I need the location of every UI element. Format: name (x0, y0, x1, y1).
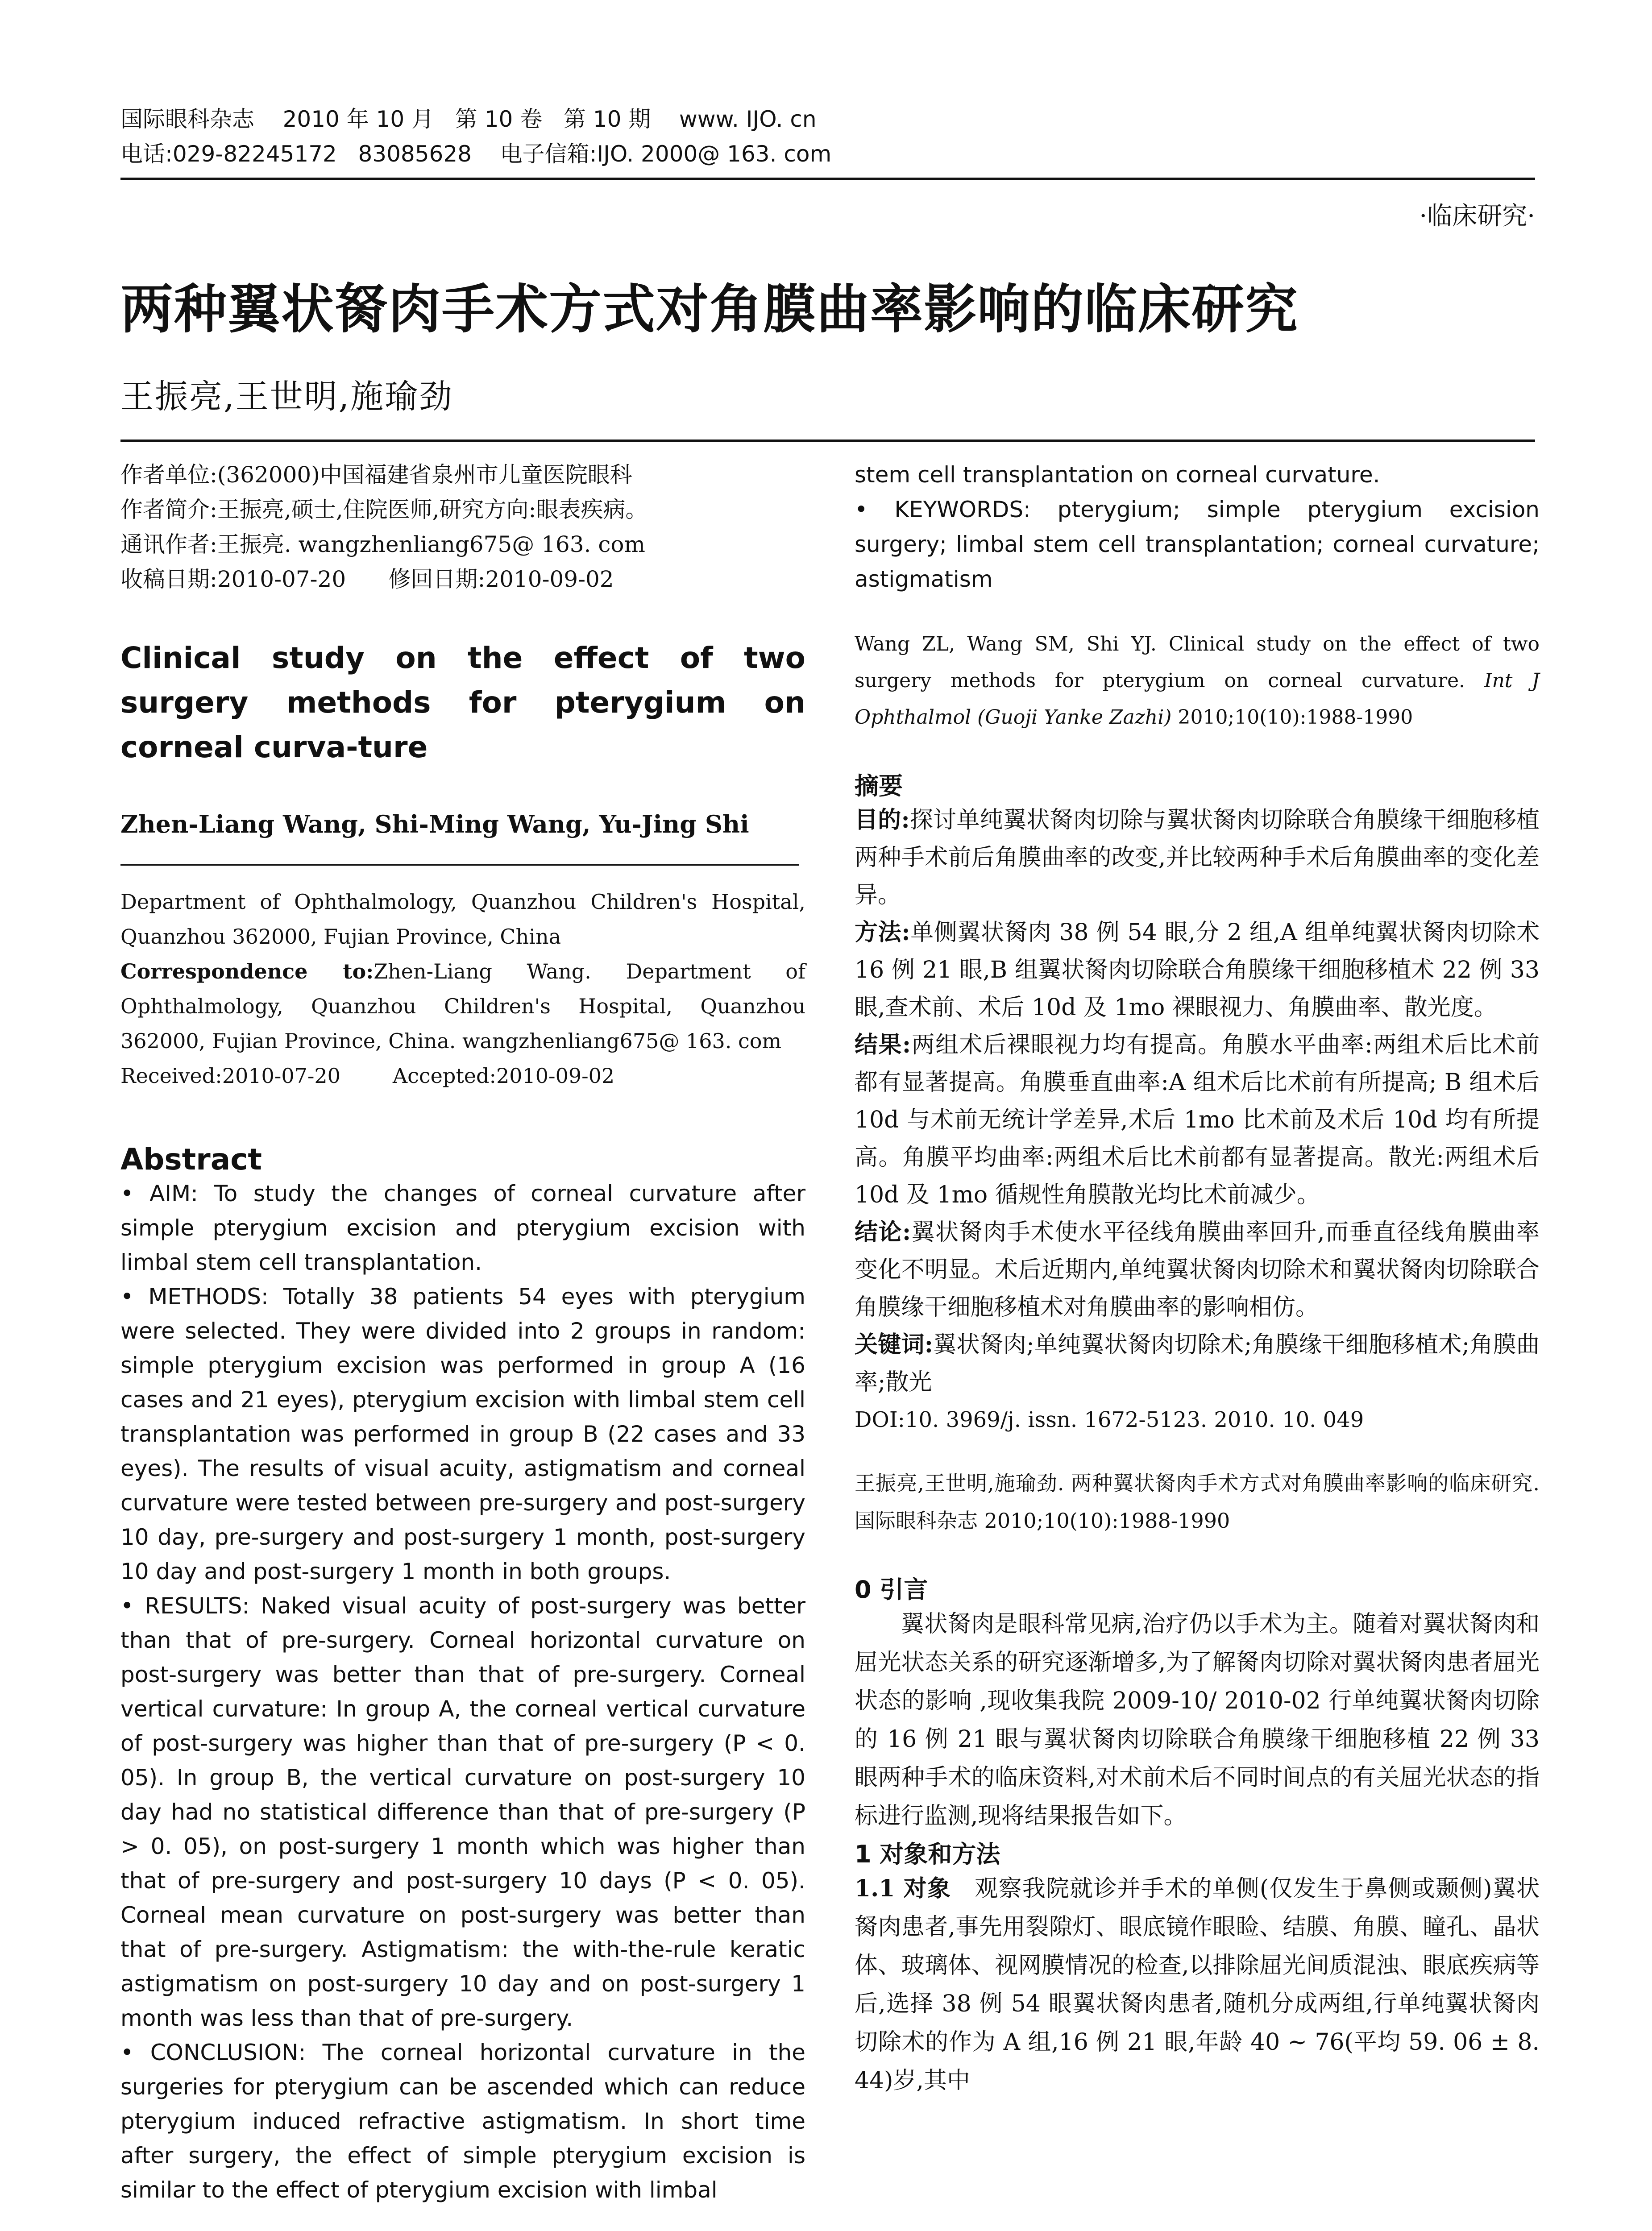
citation-en-volume: 2010;10(10):1988-1990 (1171, 706, 1413, 729)
conclusion-label-cn: 结论: (855, 1219, 911, 1246)
methods-text-cn: 单侧翼状胬肉 38 例 54 眼,分 2 组,A 组单纯翼状胬肉切除术 16 例 21 眼,B 组翼状胬肉切除联合角膜缘干细胞移植术 22 例 33 眼,查术前、术后 10d 及 1mo 裸眼视力、角膜曲率、散光度。 (855, 919, 1540, 1021)
department-text: Department of Ophthalmology, Quanzhou Children's Hospital, Quanzhou 362000, Fujian Province, China (120, 890, 805, 949)
correspondence-label: Correspondence to: (120, 959, 374, 983)
abstract-results-en: • RESULTS: Naked visual acuity of post-surgery was better than that of pre-surgery. Corneal horizontal curvature on post-surgery was better than that of pre-surgery. Corneal vertical curvature: In group A, the corneal vertical curvature of post-surgery was higher than that of pre-surgery (P < 0. 05). In group B, the vertical curvature on post-surgery 10 day had no statistical difference than that of pre-surgery (P > 0. 05), on post-surgery 1 month which was higher than that of pre-surgery and post-surgery 10 days (P < 0. 05). Corneal mean curvature on post-surgery was better than that of pre-surgery. Astigmatism: the with-the-rule keratic astigmatism on post-surgery 10 day and on post-surgery 1 month was less than that of pre-surgery. (120, 1593, 805, 2031)
dates-line-cn: 收稿日期:2010-07-20 修回日期:2010-09-02 (120, 566, 614, 592)
conclusion-text-cn: 翼状胬肉手术使水平径线角膜曲率回升,而垂直径线角膜曲率变化不明显。术后近期内,单纯翼状胬肉切除术和翼状胬肉切除联合角膜缘干细胞移植术对角膜曲率的影响相仿。 (855, 1219, 1540, 1321)
correspondence-text: Zhen-Liang Wang. Department of Ophthalmology, Quanzhou Children's Hospital, Quanzhou 362000, Fujian Province, China. wangzhenliang675@ 163. com (120, 959, 805, 1053)
citation-cn: 王振亮,王世明,施瑜劲. 两种翼状胬肉手术方式对角膜曲率影响的临床研究. 国际眼科杂志 2010;10(10):1988-1990 (855, 1471, 1540, 1533)
results-label-cn: 结果: (855, 1031, 911, 1058)
abstract-methods-cn (855, 914, 1540, 1026)
abstract-conclusion-cn (855, 1214, 1540, 1326)
section-tag: ·临床研究· (1419, 202, 1535, 231)
section-heading-methods: 1 对象和方法 (855, 1840, 1000, 1868)
abstract-results-cn (855, 1026, 1540, 1214)
abstract-heading-cn: 摘要 (855, 772, 903, 800)
abstract-heading-en: Abstract (120, 1142, 262, 1177)
subjects-text: 观察我院就诊并手术的单侧(仅发生于鼻侧或颞侧)翼状胬肉患者,事先用裂隙灯、眼底镜作眼睑、结膜、角膜、瞳孔、晶状体、玻璃体、视网膜情况的检查,以排除屈光间质混浊、眼底疾病等后,选择 38 例 54 眼翼状胬肉患者,随机分成两组,行单纯翼状胬肉切除术的作为 A 组,16 例 21 眼,年龄 40 ~ 76(平均 59. 06 ± 8. 44)岁,其中 (855, 1875, 1540, 2094)
keywords-label-cn: 关键词: (855, 1331, 933, 1358)
citation-en-authors: Wang ZL, Wang SM, Shi YJ. Clinical study on the effect of two surgery methods for pterygium on corneal curvature. (855, 633, 1540, 692)
authors-rule (120, 864, 799, 866)
abstract-conclusion-en: • CONCLUSION: The corneal horizontal curvature in the surgeries for pterygium can be ascended which can reduce pterygium induced refractive astigmatism. In short time after surgery, the effect of simple pterygium excision is similar to the effect of pterygium excision with limbal (120, 2040, 805, 2203)
authors-en: Zhen-Liang Wang, Shi-Ming Wang, Yu-Jing Shi (120, 810, 749, 838)
correspondence-en (120, 954, 805, 1058)
intro-paragraph: 翼状胬肉是眼科常见病,治疗仍以手术为主。随着对翼状胬肉和屈光状态关系的研究逐渐增多,为了解胬肉切除对翼状胬肉患者屈光状态的影响 ,现收集我院 2009-10/ 2010-02 行单纯翼状胬肉切除的 16 例 21 眼与翼状胬肉切除联合角膜缘干细胞移植 22 例 33 眼两种手术的临床资料,对术前术后不同时间点的有关屈光状态的指标进行监测,现将结果报告如下。 (855, 1611, 1540, 1829)
authors-cn: 王振亮,王世明,施瑜劲 (120, 377, 454, 416)
journal-header-line2: 电话:029-82245172 83085628 电子信箱:IJO. 2000@ 163. com (120, 141, 832, 167)
citation-en (855, 626, 1540, 736)
aim-label-cn: 目的: (855, 806, 910, 834)
keywords-text-cn: 翼状胬肉;单纯翼状胬肉切除术;角膜缘干细胞移植术;角膜曲率;散光 (855, 1331, 1540, 1396)
citation-en-journal: Int J Ophthalmol (Guoji Yanke Zazhi) (855, 669, 1540, 729)
author-profile-line: 作者简介:王振亮,硕士,住院医师,研究方向:眼表疾病。 (120, 497, 648, 523)
corresponding-author-line: 通讯作者:王振亮. wangzhenliang675@ 163. com (120, 531, 645, 557)
keywords-en: • KEYWORDS: pterygium; simple pterygium excision surgery; limbal stem cell transplantation; corneal curvature; astigmatism (855, 497, 1540, 592)
abstract-aim-en: • AIM: To study the changes of corneal curvature after simple pterygium excision and pterygium excision with limbal stem cell transplantation. (120, 1181, 805, 1275)
doi: DOI:10. 3969/j. issn. 1672-5123. 2010. 10. 049 (855, 1407, 1364, 1432)
left-column (120, 457, 805, 2207)
affiliation-block (120, 457, 805, 597)
article-title-en: Clinical study on the effect of two surgery methods for pterygium on corneal curva-ture (120, 641, 805, 764)
department-en (120, 884, 805, 1093)
header-rule (120, 178, 1535, 180)
abstract-methods-en: • METHODS: Totally 38 patients 54 eyes with pterygium were selected. They were divided into 2 groups in random: simple pterygium excision was performed in group A (16 cases and 21 eyes), pterygium excision with limbal stem cell transplantation was performed in group B (22 cases and 33 eyes). The results of visual acuity, astigmatism and corneal curvature were tested between pre-surgery and post-surgery 10 day, pre-surgery and post-surgery 1 month, post-surgery 10 day and post-surgery 1 month in both groups. (120, 1284, 805, 1584)
dates-line-en: Received:2010-07-20 Accepted:2010-09-02 (120, 1064, 615, 1088)
right-column (855, 457, 1540, 2100)
section-heading-intro: 0 引言 (855, 1576, 928, 1604)
affiliation-line: 作者单位:(362000)中国福建省泉州市儿童医院眼科 (120, 462, 632, 488)
abstract-conclusion-en-cont: stem cell transplantation on corneal curvature. (855, 462, 1380, 488)
subjects-label: 1.1 对象 (855, 1875, 951, 1902)
aim-text-cn: 探讨单纯翼状胬肉切除与翼状胬肉切除联合角膜缘干细胞移植两种手术前后角膜曲率的改变,并比较两种手术后角膜曲率的变化差异。 (855, 807, 1540, 908)
subjects-paragraph (855, 1870, 1540, 2100)
keywords-cn (855, 1326, 1540, 1401)
article-title-cn: 两种翼状胬肉手术方式对角膜曲率影响的临床研究 (120, 278, 1299, 340)
journal-header-line1: 国际眼科杂志 2010 年 10 月 第 10 卷 第 10 期 www. IJO. cn (120, 106, 817, 132)
results-text-cn: 两组术后裸眼视力均有提高。角膜水平曲率:两组术后比术前都有显著提高。角膜垂直曲率:A 组术后比术前有所提高; B 组术后 10d 与术前无统计学差异,术后 1mo 比术前及术后 10d 均有所提高。角膜平均曲率:两组术后比术前都有显著提高。散光:两组术后 10d 及 1mo 循规性角膜散光均比术前减少。 (855, 1032, 1540, 1208)
title-rule (120, 440, 1535, 442)
abstract-aim-cn (855, 801, 1540, 914)
methods-label-cn: 方法: (855, 919, 910, 946)
journal-header (120, 102, 831, 171)
